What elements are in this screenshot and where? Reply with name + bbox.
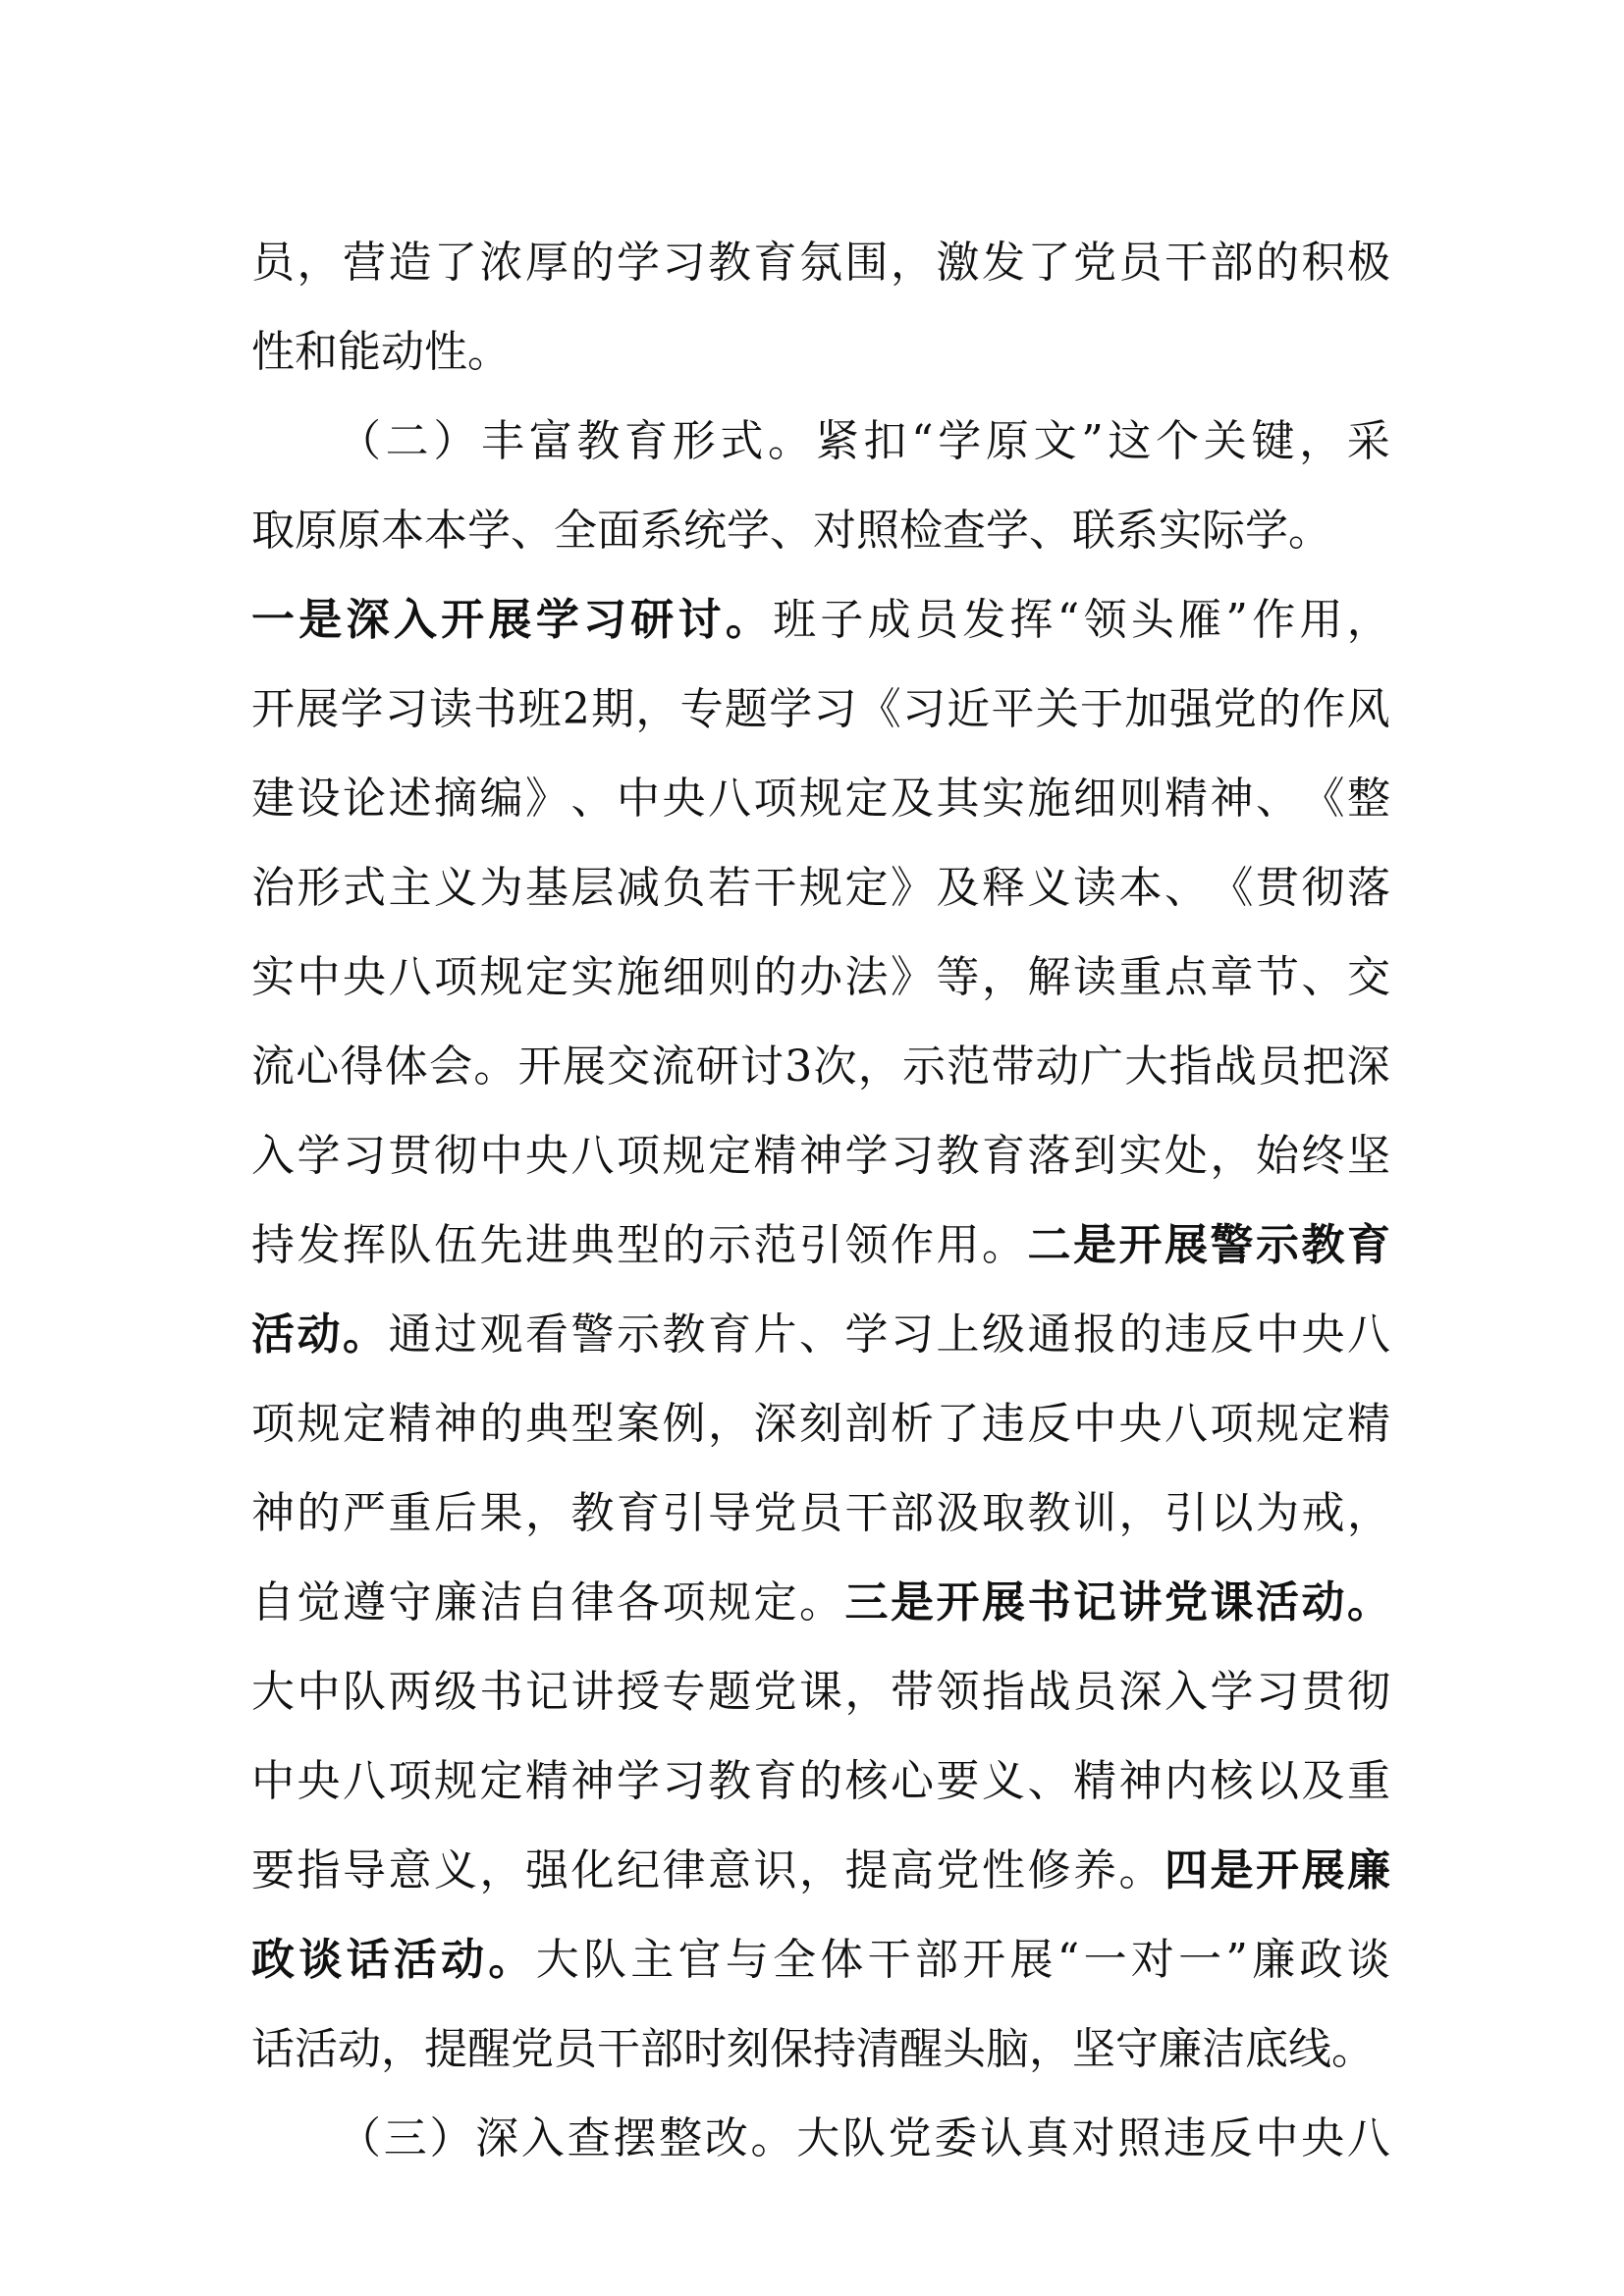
text-line: 流 心 得 体 会 。 开 展 交 流 研 讨 3 次 ， 示 范 带 动 广 大 指 战 员 把 深	[251, 1041, 1390, 1092]
text-line: 神 的 严 重 后 果 ， 教 育 引 导 党 员 干 部 汲 取 教 训 ， 引 以 为 戒 ，	[251, 1488, 1390, 1538]
text-line: 活 动 。 通 过 观 看 警 示 教 育 片 、 学 习 上 级 通 报 的 违 反 中 央 八	[251, 1309, 1390, 1360]
text-line: （ 二 ） 丰 富 教 育 形 式 。 紧 扣 “ 学 原 文 ” 这 个 关 键 ， 采	[338, 416, 1390, 466]
text-line: 要 指 导 意 义 ， 强 化 纪 律 意 识 ， 提 高 党 性 修 养 。 四 是 开 展 廉	[251, 1845, 1390, 1896]
text-line: 建 设 论 述 摘 编 》 、 中 央 八 项 规 定 及 其 实 施 细 则 精 神 、 《 整	[251, 774, 1390, 824]
body-text	[251, 218, 1390, 2183]
text-line: 自 觉 遵 守 廉 洁 自 律 各 项 规 定 。 三 是 开 展 书 记 讲 党 课 活 动 。	[251, 1577, 1390, 1628]
text-line: 治 形 式 主 义 为 基 层 减 负 若 干 规 定 》 及 释 义 读 本 、 《 贯 彻 落	[251, 863, 1390, 913]
text-line: 员 ， 营 造 了 浓 厚 的 学 习 教 育 氛 围 ， 激 发 了 党 员 干 部 的 积 极	[251, 238, 1390, 288]
text-line: 项 规 定 精 神 的 典 型 案 例 ， 深 刻 剖 析 了 违 反 中 央 八 项 规 定 精	[251, 1399, 1390, 1449]
text-line: 持 发 挥 队 伍 先 进 典 型 的 示 范 引 领 作 用 。 二 是 开 展 警 示 教 育	[251, 1220, 1390, 1270]
text-line: 开 展 学 习 读 书 班 2 期 ， 专 题 学 习 《 习 近 平 关 于 加 强 党 的 作 风	[251, 684, 1390, 734]
text-line: 话 活 动 ， 提 醒 党 员 干 部 时 刻 保 持 清 醒 头 脑 ， 坚 守 廉 洁 底 线 。	[251, 2024, 1375, 2074]
text-line: （ 三 ） 深 入 查 摆 整 改 。 大 队 党 委 认 真 对 照 违 反 中 央 八	[338, 2113, 1390, 2163]
text-line: 中 央 八 项 规 定 精 神 学 习 教 育 的 核 心 要 义 、 精 神 内 核 以 及 重	[251, 1756, 1390, 1806]
text-line: 政 谈 话 活 动 。 大 队 主 官 与 全 体 干 部 开 展 “ 一 对 一 ” 廉 政 谈	[251, 1935, 1390, 1985]
text-line: 取 原 原 本 本 学 、 全 面 系 统 学 、 对 照 检 查 学 、 联 系 实 际 学 。	[251, 506, 1331, 556]
text-line: 大 中 队 两 级 书 记 讲 授 专 题 党 课 ， 带 领 指 战 员 深 入 学 习 贯 彻	[251, 1667, 1390, 1717]
text-line: 一 是 深 入 开 展 学 习 研 讨 。 班 子 成 员 发 挥 “ 领 头 雁 ” 作 用 ，	[251, 595, 1390, 645]
text-line: 实 中 央 八 项 规 定 实 施 细 则 的 办 法 》 等 ， 解 读 重 点 章 节 、 交	[251, 952, 1390, 1002]
text-line: 性 和 能 动 性 。	[251, 327, 511, 377]
text-line: 入 学 习 贯 彻 中 央 八 项 规 定 精 神 学 习 教 育 落 到 实 处 ， 始 终 坚	[251, 1131, 1390, 1181]
